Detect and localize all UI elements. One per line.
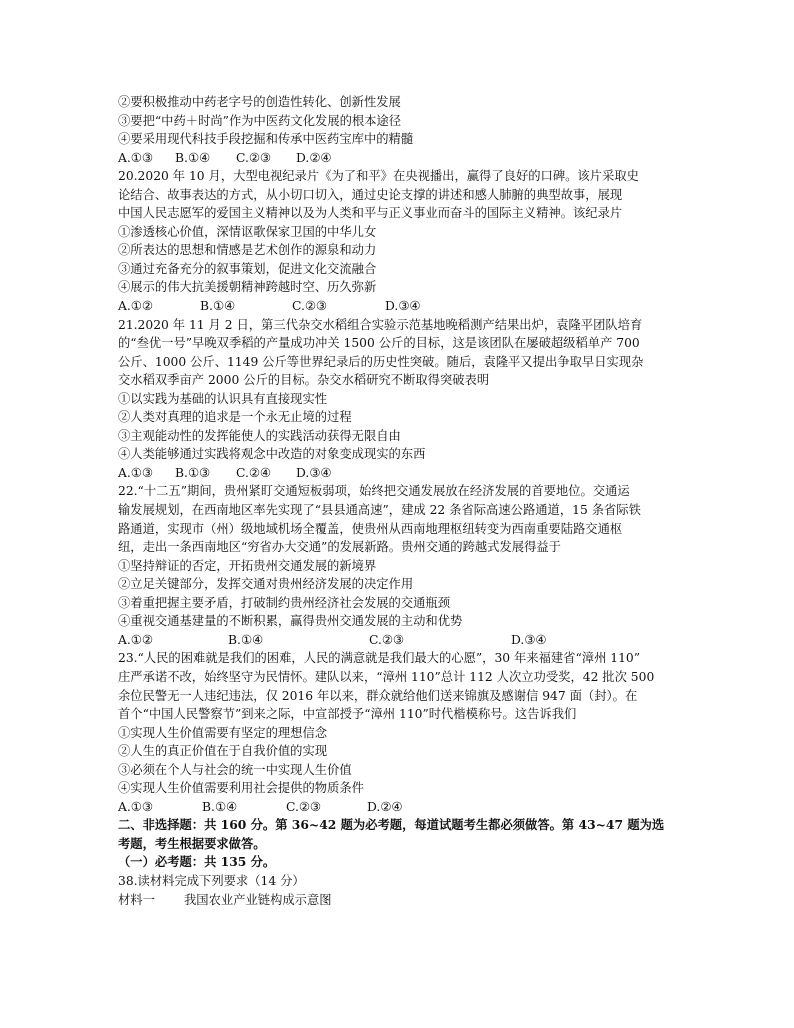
q21-options — [118, 464, 686, 483]
q19-option-c: C.②③ — [236, 150, 271, 165]
q23-option-a: A.①③ — [118, 799, 153, 814]
material-caption — [118, 891, 686, 910]
q23-stem-line: 23.“人民的困难就是我们的困难，人民的满意就是我们最大的心愿”，30 年来福建省“漳州 110” — [118, 651, 641, 666]
q22-stem-line: 22.“十二五”期间，贵州紧盯交通短板弱项，始终把交通发展放在经济发展的首要地位。交通运 — [118, 484, 630, 499]
q22-option-b: B.①④ — [228, 632, 263, 647]
q20-options — [118, 297, 686, 316]
exam-page — [118, 93, 686, 909]
q19-option-a: A.①③ — [118, 150, 153, 165]
q20-item-4: ④展示的伟大抗美援朝精神跨越时空、历久弥新 — [118, 280, 377, 295]
q22-options — [118, 631, 686, 650]
q21-item-4: ④人类能够通过实践将观念中改造的对象变成现实的东西 — [118, 447, 426, 462]
q22-option-d: D.③④ — [511, 632, 547, 647]
q22-item-2: ②立足关键部分，发挥交通对贵州经济发展的决定作用 — [118, 577, 414, 592]
q20-item-1: ①渗透核心价值，深情讴歌保家卫国的中华儿女 — [118, 224, 377, 239]
q23-stem-line: 余位民警无一人违纪违法，仅 2016 年以来，群众就给他们送来锦旗及感谢信 947 面（封）。在 — [118, 688, 638, 703]
q20-item-3: ③通过充备充分的叙事策划，促进文化交流融合 — [118, 261, 377, 276]
q22-item-3: ③着重把握主要矛盾，打破制约贵州经济社会发展的交通瓶颈 — [118, 595, 451, 610]
section-heading-continued: 考题，考生根据要求做答。 — [118, 835, 266, 851]
q22-stem-line: 输发展规划，在西南地区率先实现了“县县通高速”，建成 22 条省际高速公路通道，15 条省际铁 — [118, 503, 641, 518]
q20-stem-line: 20.2020 年 10 月，大型电视纪录片《为了和平》在央视播出，赢得了良好的口碑。该片采取史 — [118, 169, 639, 184]
material-label: 材料一 — [118, 892, 155, 907]
q23-option-d: D.②④ — [367, 799, 403, 814]
q21-item-3: ③主观能动性的发挥能使人的实践活动获得无限自由 — [118, 428, 401, 443]
q22-stem-line: 纽，走出一条西南地区“穷省办大交通”的发展新路。贵州交通的跨越式发展得益于 — [118, 540, 561, 555]
material-title: 我国农业产业链构成示意图 — [184, 892, 332, 907]
q21-item-1: ①以实践为基础的认识具有直接现实性 — [118, 391, 328, 406]
q19-item-4: ④要采用现代科技手段挖掘和传承中医药宝库中的精髓 — [118, 132, 414, 147]
sub-section-heading: （一）必考题：共 135 分。 — [118, 854, 276, 870]
q20-option-b: B.①④ — [200, 299, 235, 314]
q20-item-2: ②所表达的思想和情感是艺术创作的源泉和动力 — [118, 243, 377, 258]
q22-stem-line: 路通道，实现市（州）级地域机场全覆盖，使贵州从西南地理枢纽转变为西南重要陆路交通枢 — [118, 521, 623, 536]
q23-option-b: B.①④ — [202, 799, 237, 814]
q20-stem-line: 中国人民志愿军的爱国主义精神以及为人类和平与正义事业而奋斗的国际主义精神。该纪录片 — [118, 206, 623, 221]
q19-options — [118, 149, 686, 168]
q23-stem-line: 庄严承诺不改，始终坚守为民情怀。建队以来，“漳州 110”总计 112 人次立功受奖，42 批次 500 — [118, 669, 655, 684]
q21-option-d: D.③④ — [296, 465, 332, 480]
q23-item-1: ①实现人生价值需要有坚定的理想信念 — [118, 725, 328, 740]
section-heading: 二、非选择题：共 160 分。第 36~42 题为必考题，每道试题考生都必须做答。第 43~47 题为选 — [118, 817, 665, 833]
q19-item-3: ③要把“中药＋时尚”作为中医药文化发展的根本途径 — [118, 113, 402, 128]
q22-option-a: A.①② — [118, 632, 153, 647]
q19-option-d: D.②④ — [296, 150, 332, 165]
q22-item-1: ①坚持辩证的否定，开拓贵州交通发展的新境界 — [118, 558, 377, 573]
q21-stem-line: 交水稻双季亩产 2000 公斤的目标。杂交水稻研究不断取得突破表明 — [118, 373, 490, 388]
q21-stem-line: 公斤、1000 公斤、1149 公斤等世界纪录后的历史性突破。随后，袁隆平又提出争取早日实现杂 — [118, 354, 644, 369]
q20-stem-line: 论结合、故事表达的方式，从小切口切入，通过史论支撑的讲述和感人肺腑的典型故事，展现 — [118, 187, 623, 202]
q21-option-c: C.②④ — [236, 465, 271, 480]
q23-options — [118, 798, 686, 817]
q21-item-2: ②人类对真理的追求是一个永无止境的过程 — [118, 410, 352, 425]
q22-item-4: ④重视交通基建量的不断积累，赢得贵州交通发展的主动和优势 — [118, 614, 463, 629]
q20-option-a: A.①② — [118, 299, 153, 314]
q21-option-b: B.①③ — [175, 465, 210, 480]
q23-item-3: ③必须在个人与社会的统一中实现人生价值 — [118, 762, 352, 777]
q23-option-c: C.②③ — [286, 799, 321, 814]
q21-stem-line: 21.2020 年 11 月 2 日，第三代杂交水稻组合实验示范基地晚稻测产结果出炉，袁隆平团队培育 — [118, 317, 643, 332]
q23-item-2: ②人生的真正价值在于自我价值的实现 — [118, 744, 328, 759]
q19-option-b: B.①④ — [175, 150, 210, 165]
q22-option-c: C.②③ — [369, 632, 404, 647]
q19-item-2: ②要积极推动中药老字号的创造性转化、创新性发展 — [118, 95, 401, 109]
q20-option-c: C.②③ — [292, 299, 327, 314]
q38-title: 38.读材料完成下列要求（14 分） — [118, 873, 305, 888]
q21-option-a: A.①③ — [118, 465, 153, 480]
q21-stem-line: 的“叁优一号”早晚双季稻的产量成功冲关 1500 公斤的目标，这是该团队在屡破超级稻单产 700 — [118, 336, 640, 351]
q20-option-d: D.③④ — [385, 299, 421, 314]
q23-stem-line: 首个“中国人民警察节”到来之际，中宣部授予“漳州 110”时代楷模称号。这告诉我们 — [118, 707, 577, 722]
q23-item-4: ④实现人生价值需要利用社会提供的物质条件 — [118, 781, 364, 796]
